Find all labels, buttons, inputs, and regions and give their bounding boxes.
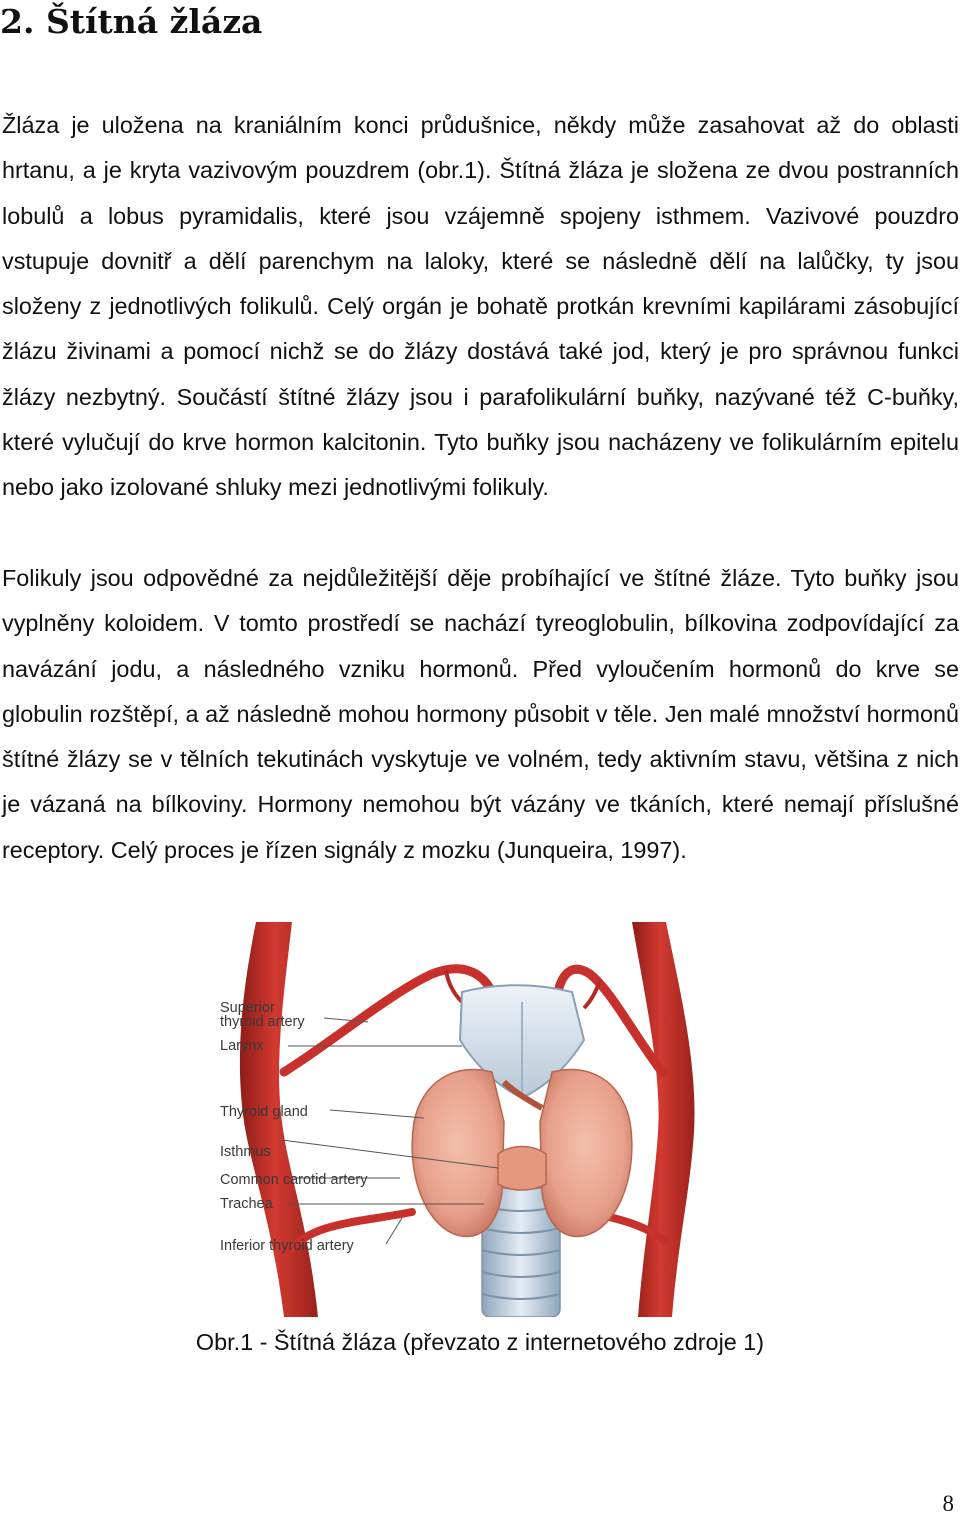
right-carotid-artery [632,922,695,1317]
thyroid-right-lobe [540,1069,632,1236]
thyroid-illustration [192,922,764,1317]
thyroid-isthmus [498,1147,546,1191]
figure-caption: Obr.1 - Štítná žláza (převzato z internetového zdroje 1) [195,1329,765,1355]
label-inferior-thyroid: Inferior thyroid artery [220,1238,354,1254]
label-thyroid-artery: thyroid artery [220,1014,305,1030]
label-thyroid-gland: Thyroid gland [220,1104,308,1120]
section-heading: 2. Štítná žláza [0,2,263,41]
label-superior: Superior [220,1000,275,1016]
label-common-carotid: Common carotid artery [220,1172,368,1188]
body-paragraph-1: Žláza je uložena na kraniálním konci průdušnice, někdy může zasahovat až do oblasti hrtanu, a je kryta vazivovým pouzdrem (obr.1). Štítná žláza je složena ze dvou postranních lobulů a lobus pyramidalis, které jsou vzájemně spojeny isthmem. Vazivové pouzdro vstupuje dovnitř a dělí parenchym na laloky, které se následně dělí na lalůčky, ty jsou složeny z jednotlivých folikulů. Celý orgán je bohatě protkán krevními kapilárami zásobující žlázu živinami a pomocí nichž se do žlázy dostává také jod, který je pro správnou funkci žlázy nezbytný. Součástí štítné žlázy jsou i parafolikulární buňky, nazývané též C-buňky, které vylučují do krve hormon kalcitonin. Tyto buňky jsou nacházeny ve folikulárním epitelu nebo jako izolované shluky mezi jednotlivými folikuly. [2,112,959,501]
label-isthmus: Isthmus [220,1144,271,1160]
body-paragraph-2: Folikuly jsou odpovědné za nejdůležitější děje probíhající ve štítné žláze. Tyto buňky jsou vyplněny koloidem. V tomto prostředí se nachází tyreoglobulin, bílkovina zodpovídající za navázání jodu, a následného vzniku hormonů. Před vyloučením hormonů do krve se globulin rozštěpí, a až následně mohou hormony působit v těle. Jen malé množství hormonů štítné žlázy se v tělních tekutinách vyskytuje ve volném, tedy aktivním stavu, většina z nich je vázaná na bílkoviny. Hormony nemohou být vázány ve tkáních, které nemají příslušné receptory. Celý proces je řízen signály z mozku (Junqueira, 1997). [2,565,959,863]
thyroid-anatomy-figure [192,922,764,1317]
thyroid-left-lobe [412,1069,504,1236]
label-larynx: Larynx [220,1038,264,1054]
page-number: 8 [942,1491,954,1516]
label-trachea: Trachea [220,1196,273,1212]
